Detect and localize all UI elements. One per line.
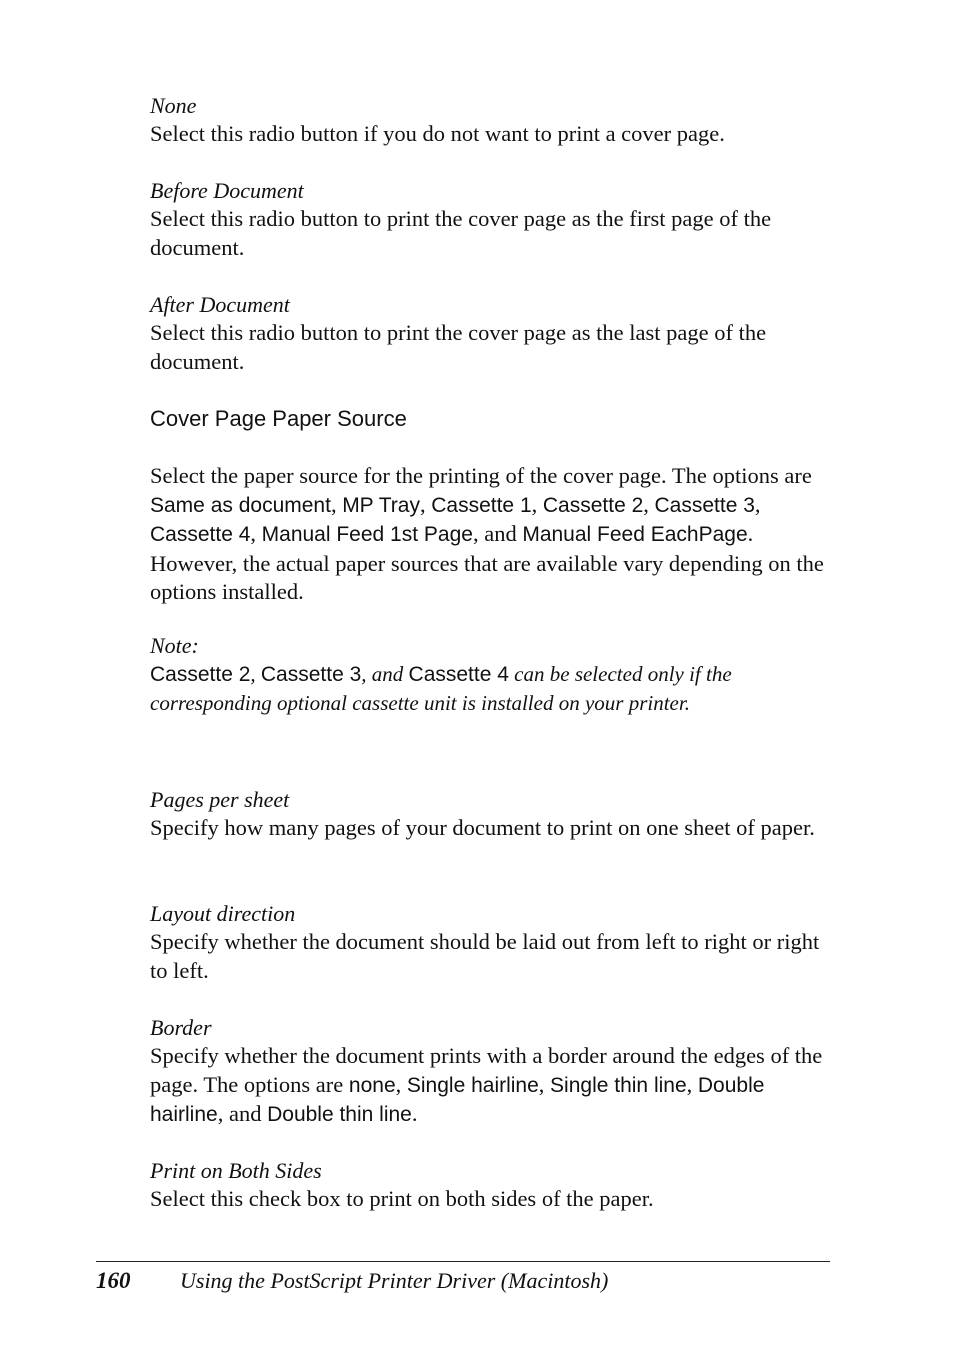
desc-border	[150, 1042, 830, 1130]
note-label: Note:	[150, 633, 199, 658]
option-print-both-sides	[150, 1157, 830, 1214]
text-run: .	[411, 1101, 418, 1126]
text-run: ,	[395, 1071, 407, 1097]
option-term: Cassette 2	[150, 663, 251, 686]
term-print-both-sides: Print on Both Sides	[150, 1158, 322, 1183]
running-footer-title: Using the PostScript Printer Driver (Macintosh)	[180, 1268, 609, 1293]
desc-layout-direction: Specify whether the document should be laid out from left to right or right to left.	[150, 929, 820, 983]
option-term: Same as document	[150, 493, 331, 517]
option-none	[150, 92, 830, 149]
cover-source-section	[150, 405, 830, 433]
text-run: , and	[217, 1101, 268, 1126]
text-run: ,	[538, 1071, 551, 1097]
section-heading: Cover Page Paper Source	[150, 406, 407, 431]
text-run: ,	[250, 662, 261, 686]
note-block	[150, 632, 830, 718]
option-border	[150, 1014, 830, 1130]
option-before-document	[150, 177, 830, 262]
term-border: Border	[150, 1015, 212, 1040]
text-run: ,	[419, 491, 432, 517]
option-term: Single thin line	[550, 1073, 687, 1097]
term-after-document: After Document	[150, 292, 290, 317]
note-text	[150, 660, 830, 718]
desc-none: Select this radio button if you do not want to print a cover page.	[150, 121, 725, 146]
text-run: ,	[250, 521, 262, 546]
text-run: ,	[531, 491, 543, 517]
option-term: Cassette 3	[260, 663, 362, 686]
text-run: Select the paper source for the printing of the cover page. The options are	[150, 463, 812, 488]
option-term: Manual Feed EachPage	[522, 523, 748, 546]
term-before-document: Before Document	[150, 178, 304, 203]
option-term: Double hairline	[150, 1073, 765, 1126]
option-term: Single hairline	[406, 1073, 539, 1097]
text-run: ,	[330, 491, 343, 517]
option-term: Cassette 4	[408, 663, 509, 686]
text-run: ,	[754, 491, 761, 517]
text-run: . However, the actual paper sources that are available vary depending on the options installed.	[150, 521, 824, 604]
option-term: Cassette 3	[654, 493, 755, 517]
term-pages-per-sheet: Pages per sheet	[150, 787, 290, 812]
cover-source-paragraph	[150, 462, 830, 607]
option-term: MP Tray	[342, 493, 420, 517]
desc-pages-per-sheet: Specify how many pages of your document to print on one sheet of paper.	[150, 815, 815, 840]
option-term: Cassette 2	[542, 493, 644, 517]
term-layout-direction: Layout direction	[150, 901, 296, 926]
option-term: Manual Feed 1st Page	[261, 523, 473, 546]
desc-print-both-sides: Select this check box to print on both sides of the paper.	[150, 1186, 654, 1211]
term-none: None	[150, 93, 197, 118]
text-run: can be selected only if the corresponding optional cassette unit is installed on your printer.	[150, 662, 732, 715]
option-term: Double thin line	[267, 1103, 412, 1126]
option-term: Cassette 1	[431, 493, 532, 517]
footer-rule	[96, 1261, 830, 1262]
text-run: Specify whether the document prints with a border around the edges of the page. The options are	[150, 1043, 823, 1097]
text-run: , and	[361, 662, 409, 686]
desc-after-document: Select this radio button to print the cover page as the last page of the document.	[150, 320, 767, 374]
option-pages-per-sheet	[150, 786, 830, 843]
option-term: none	[348, 1073, 396, 1097]
page-number: 160	[96, 1268, 131, 1293]
text-run: , and	[472, 521, 523, 546]
desc-before-document: Select this radio button to print the cover page as the first page of the document.	[150, 206, 772, 260]
text-run: ,	[686, 1071, 698, 1097]
option-layout-direction	[150, 900, 830, 985]
text-run: ,	[643, 491, 655, 517]
option-term: Cassette 4	[150, 523, 251, 546]
option-after-document	[150, 291, 830, 376]
cover-source-text	[150, 462, 830, 607]
